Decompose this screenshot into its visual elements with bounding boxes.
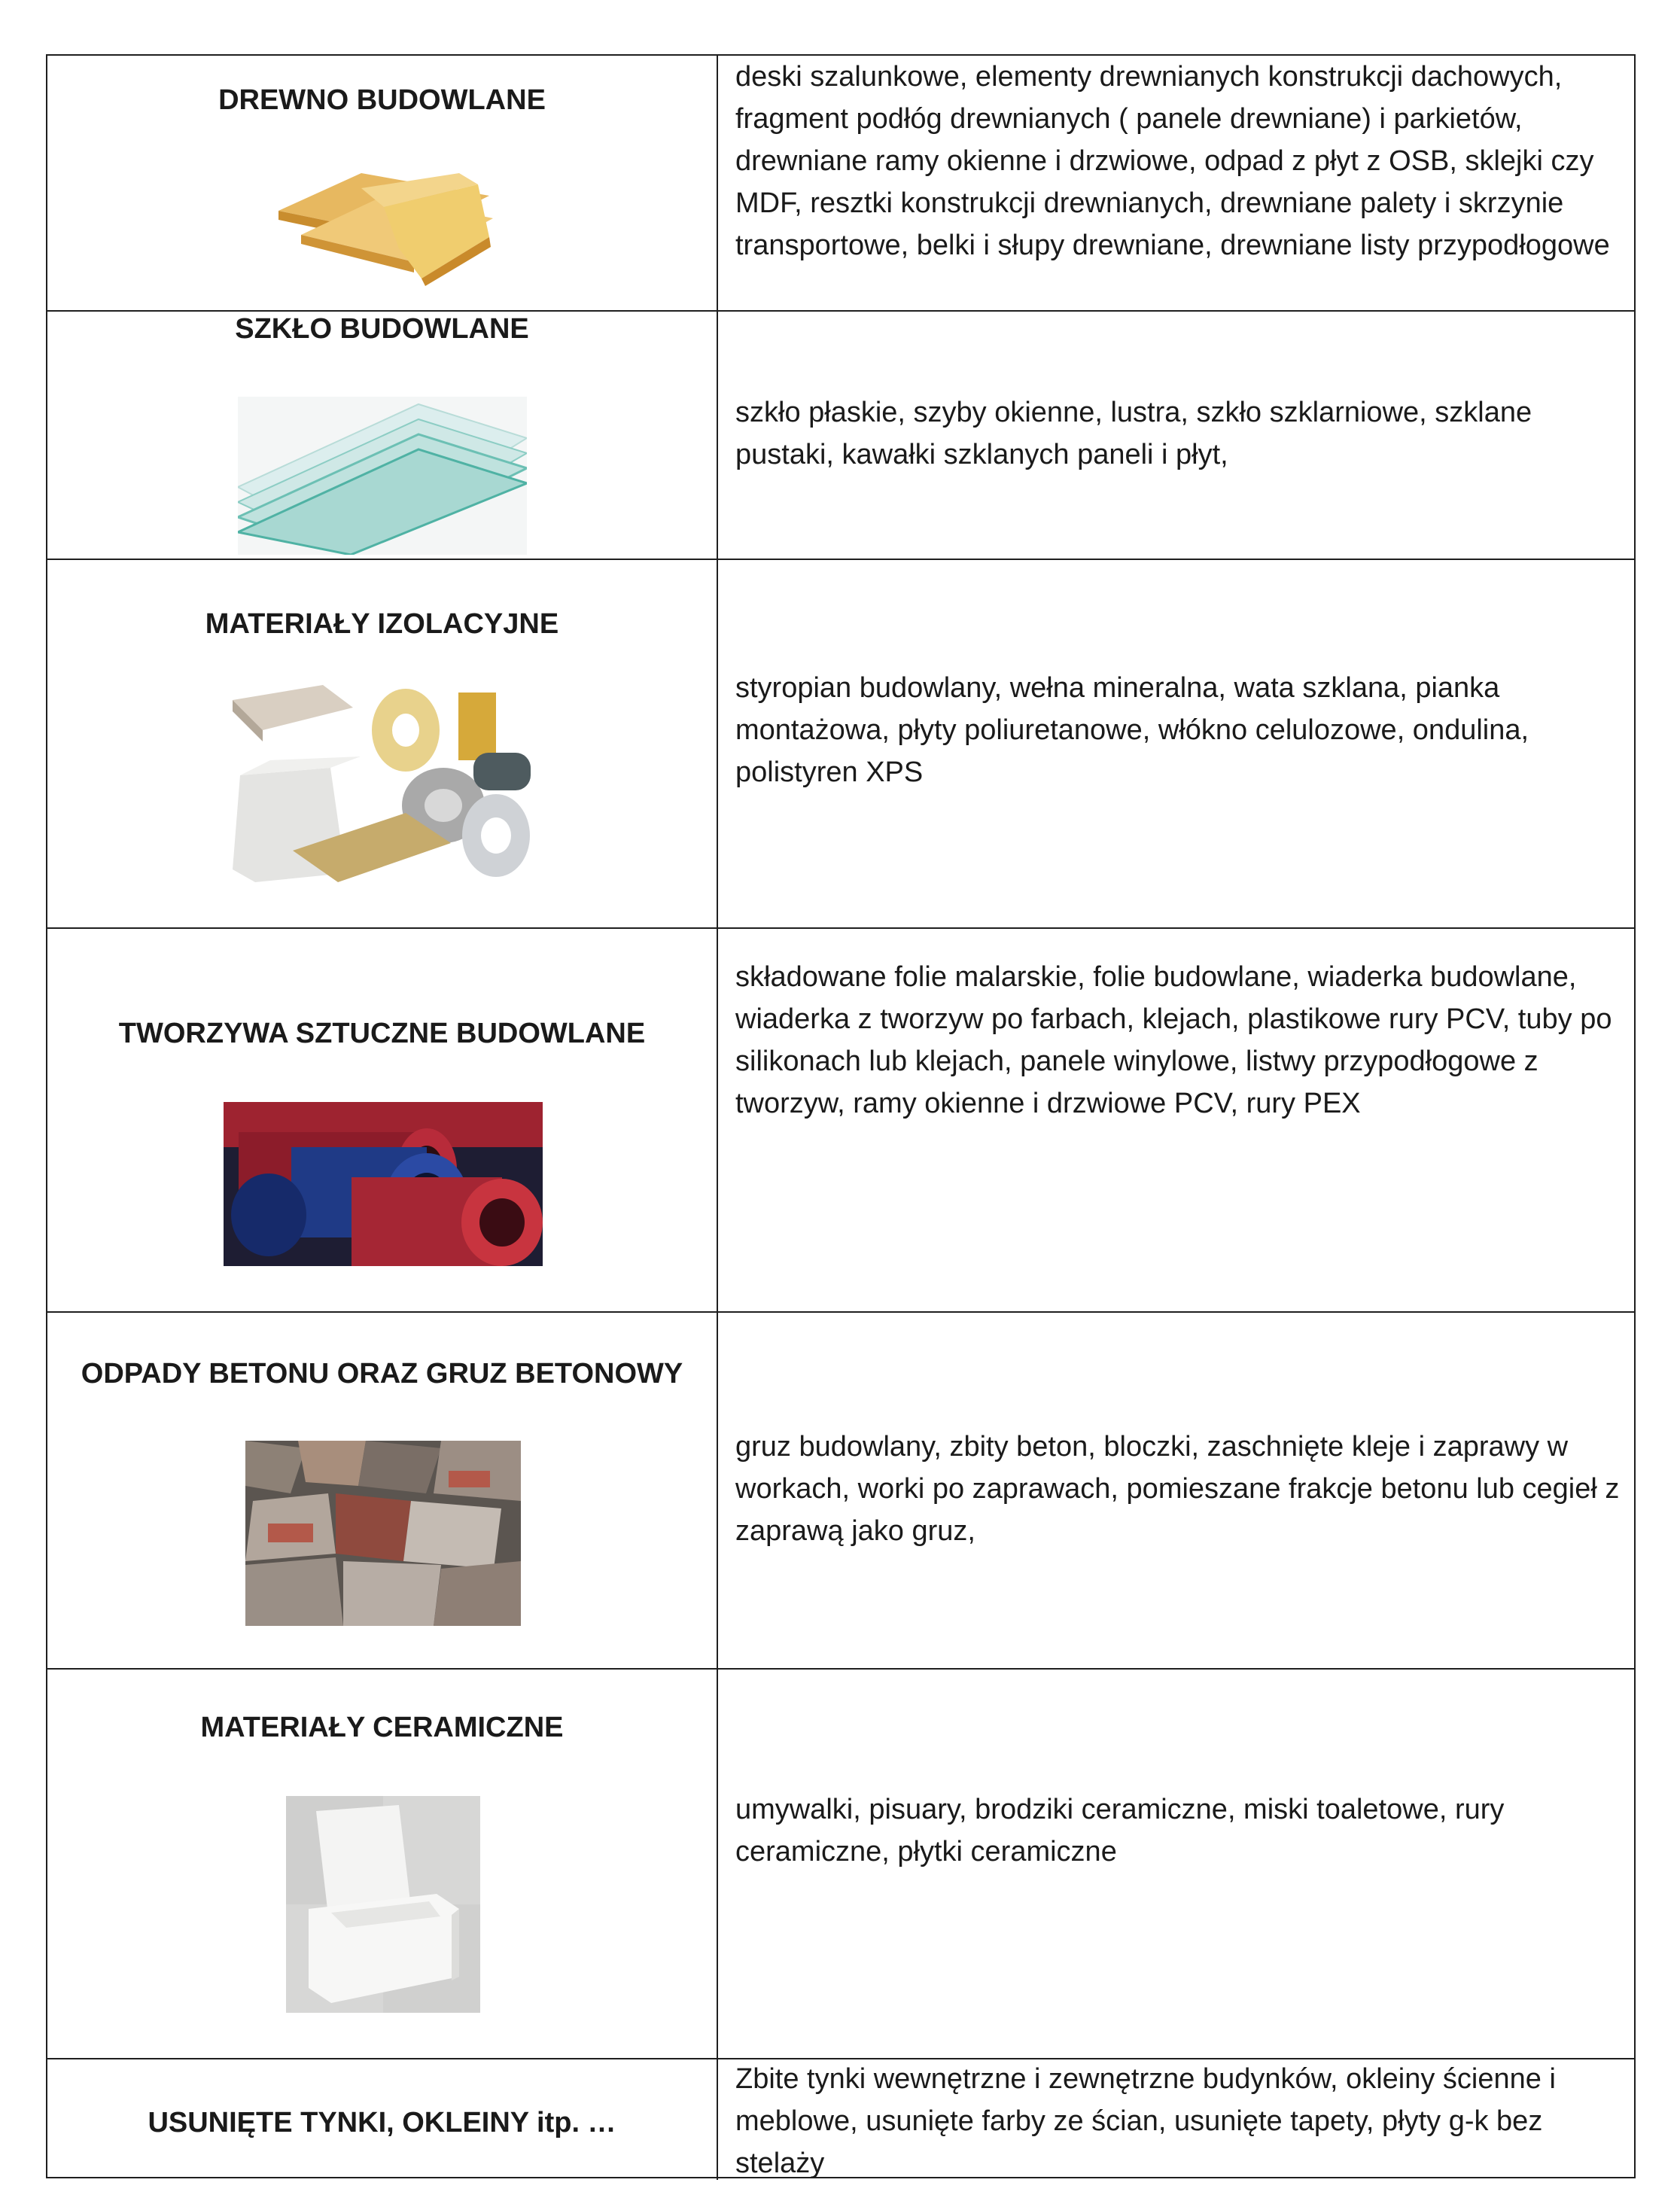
category-cell — [47, 1670, 718, 2058]
category-cell — [47, 929, 718, 1311]
category-title: MATERIAŁY CERAMICZNE — [200, 1712, 564, 1743]
category-description: umywalki, pisuary, brodziki ceramiczne, miski toaletowe, rury ceramiczne, płytki ceramiczne — [735, 1794, 1505, 1868]
category-title: USUNIĘTE TYNKI, OKLEINY itp. … — [148, 2107, 616, 2138]
plastic-pipes-image — [224, 1102, 543, 1266]
table-row — [47, 929, 1634, 1313]
category-title: ODPADY BETONU ORAZ GRUZ BETONOWY — [81, 1358, 683, 1390]
category-title: SZKŁO BUDOWLANE — [235, 313, 529, 345]
category-description: gruz budowlany, zbity beton, bloczki, zaschnięte kleje i zaprawy w workach, worki po zaprawach, pomieszane frakcje betonu lub cegieł z zaprawą jako gruz, — [735, 1431, 1620, 1547]
description-cell — [718, 2059, 1634, 2180]
category-title: DREWNO BUDOWLANE — [218, 84, 546, 116]
category-cell — [47, 56, 718, 310]
category-description: Zbite tynki wewnętrzne i zewnętrzne budynków, okleiny ścienne i meblowe, usunięte farby ze ścian, usunięte tapety, płyty g-k bez stelaży — [735, 2063, 1556, 2179]
category-description: szkło płaskie, szyby okienne, lustra, szkło szklarniowe, szklane pustaki, kawałki szklanych paneli i płyt, — [735, 397, 1532, 470]
category-description: składowane folie malarskie, folie budowlane, wiaderka budowlane, wiaderka z tworzyw po farbach, klejach, plastikowe rury PCV, tuby po silikonach lub klejach, panele winylowe, listwy przypodłogowe z tworzyw, ramy okienne i drzwiowe PCV, rury PEX — [735, 961, 1612, 1119]
description-cell — [718, 929, 1634, 1311]
glass-panes-image — [238, 397, 527, 555]
table-row — [47, 2059, 1634, 2180]
table-row — [47, 312, 1634, 560]
category-cell — [47, 1313, 718, 1668]
category-cell — [47, 312, 718, 559]
table-row — [47, 1313, 1634, 1670]
insulation-materials-image — [233, 685, 531, 882]
description-cell — [718, 1670, 1634, 2058]
category-cell — [47, 2059, 718, 2180]
category-title: MATERIAŁY IZOLACYJNE — [205, 608, 559, 640]
waste-table — [46, 54, 1636, 2178]
ceramic-toilet-image — [286, 1796, 480, 2013]
category-title: TWORZYWA SZTUCZNE BUDOWLANE — [118, 1018, 646, 1049]
category-description: deski szalunkowe, elementy drewnianych konstrukcji dachowych, fragment podłóg drewnianych ( panele drewniane) i parkietów, drewniane ramy okienne i drzwiowe, odpad z płyt z OSB, sklejki czy MDF, resztki konstrukcji drewnianych, drewniane palety i skrzynie transportowe, belki i słupy drewniane, drewniane listy przypodłogowe — [735, 61, 1610, 261]
description-cell — [718, 56, 1634, 310]
table-row — [47, 56, 1634, 312]
description-cell — [718, 1313, 1634, 1668]
category-description: styropian budowlany, wełna mineralna, wata szklana, pianka montażowa, płyty poliuretanowe, włókno celulozowe, ondulina, polistyren XPS — [735, 672, 1529, 788]
table-row — [47, 560, 1634, 929]
category-cell — [47, 560, 718, 927]
table-row — [47, 1670, 1634, 2059]
description-cell — [718, 560, 1634, 927]
description-cell — [718, 312, 1634, 559]
concrete-rubble-image — [245, 1441, 521, 1626]
wood-planks-image — [271, 166, 497, 288]
